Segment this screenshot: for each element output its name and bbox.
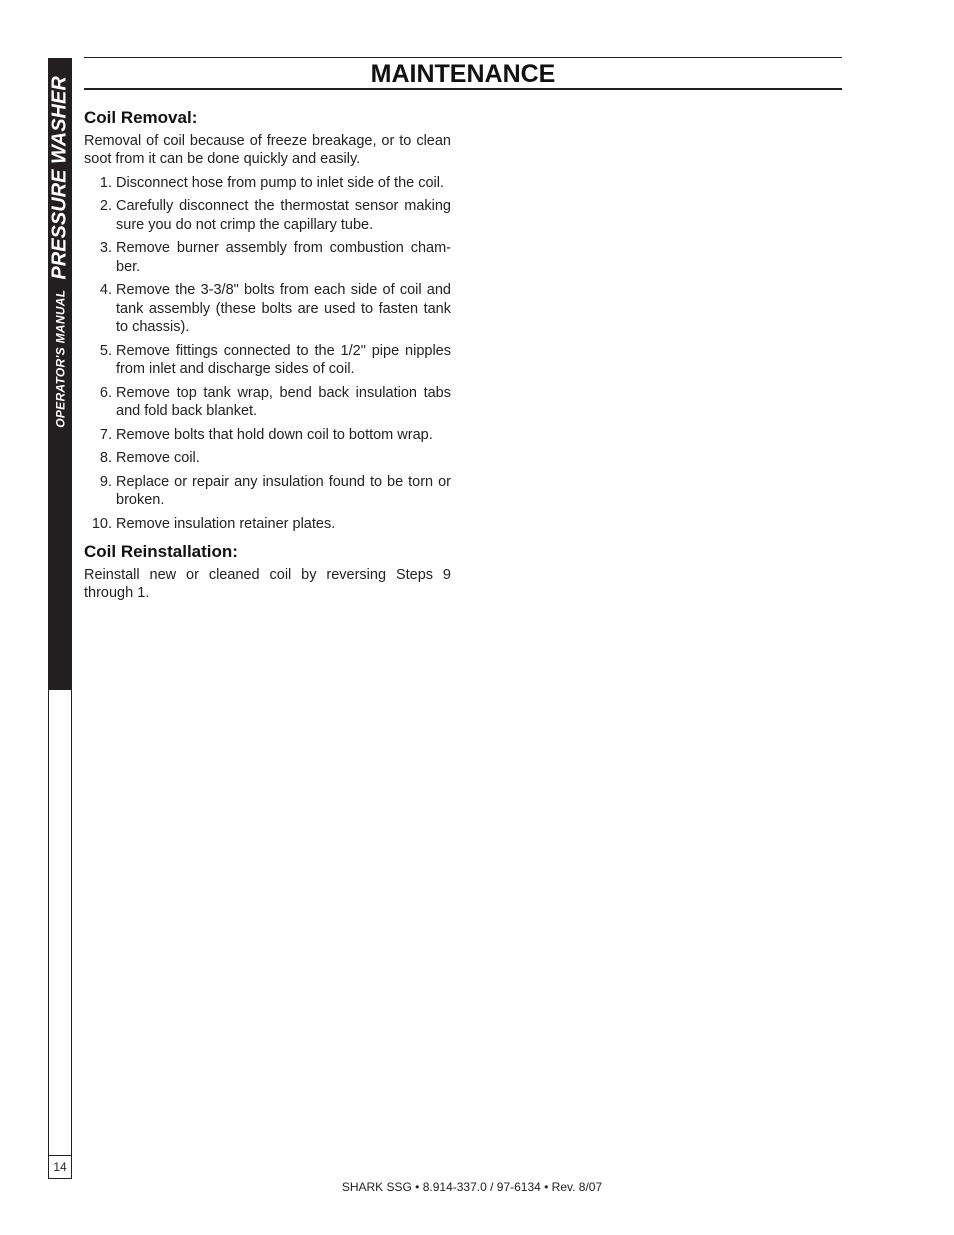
- step-item: [84, 197, 451, 234]
- coil-reinstallation-section: [84, 543, 451, 603]
- step-item: [84, 342, 451, 379]
- step-item: [84, 515, 451, 534]
- sidebar-outline: [48, 690, 72, 1178]
- step-text: Remove coil.: [116, 450, 200, 466]
- sidebar-small-label: OPERATOR'S MANUAL: [53, 289, 67, 428]
- title-rule-top: [84, 57, 842, 58]
- coil-reinstallation-body: Reinstall new or cleaned coil by reversing Steps 9 through 1.: [84, 566, 451, 601]
- step-text: Remove insulation retainer plates.: [116, 515, 336, 532]
- step-item: [84, 281, 451, 337]
- footer-info: SHARK SSG • 8.914-337.0 / 97-6134 • Rev. 8/07: [341, 1180, 603, 1194]
- coil-removal-steps: [84, 174, 451, 534]
- step-text: Remove bolts that hold down coil to bottom wrap.: [116, 426, 433, 443]
- step-number: 3.: [99, 240, 112, 256]
- content-column: [84, 109, 451, 603]
- step-text: Remove the 3-3/8" bolts from each side of coil and tank assembly (these bolts are used to fasten tank to chassis).: [116, 282, 451, 335]
- step-item: [84, 426, 451, 445]
- step-text: Remove top tank wrap, bend back insulation tabs and fold back blanket.: [116, 384, 451, 419]
- title-rule-bottom: [84, 88, 842, 90]
- coil-reinstallation-heading: Coil Reinstallation:: [84, 542, 238, 561]
- page-title: MAINTENANCE: [370, 60, 556, 88]
- sidebar-big-label: PRESSURE WASHER: [48, 76, 71, 280]
- step-text: Remove burner assembly from combustion cham-ber.: [116, 240, 451, 275]
- page-number: 14: [48, 1155, 72, 1179]
- step-item: [84, 473, 451, 510]
- step-item: [84, 384, 451, 421]
- step-text: Remove fittings connected to the 1/2" pipe nipples from inlet and discharge sides of coil.: [116, 342, 451, 377]
- step-item: [84, 174, 451, 193]
- step-text: Disconnect hose from pump to inlet side of the coil.: [116, 174, 445, 191]
- coil-removal-section: [84, 109, 451, 533]
- sidebar-label: [49, 76, 72, 428]
- step-number: 2.: [99, 198, 112, 214]
- step-number: 9.: [99, 473, 112, 490]
- step-item: [84, 449, 451, 468]
- step-number: 5.: [99, 342, 112, 359]
- step-number: 8.: [99, 450, 112, 466]
- step-item: [84, 239, 451, 276]
- step-number: 6.: [99, 384, 112, 401]
- step-number: 7.: [99, 426, 112, 443]
- step-number: 10.: [91, 515, 112, 532]
- step-text: Replace or repair any insulation found to be torn or broken.: [116, 473, 451, 508]
- step-number: 4.: [99, 282, 112, 298]
- step-number: 1.: [99, 174, 112, 191]
- coil-removal-heading: Coil Removal:: [84, 108, 198, 127]
- step-text: Carefully disconnect the thermostat sensor making sure you do not crimp the capillary tube.: [116, 198, 451, 233]
- coil-removal-intro: Removal of coil because of freeze breakage, or to clean soot from it can be done quickly and easily.: [84, 132, 451, 167]
